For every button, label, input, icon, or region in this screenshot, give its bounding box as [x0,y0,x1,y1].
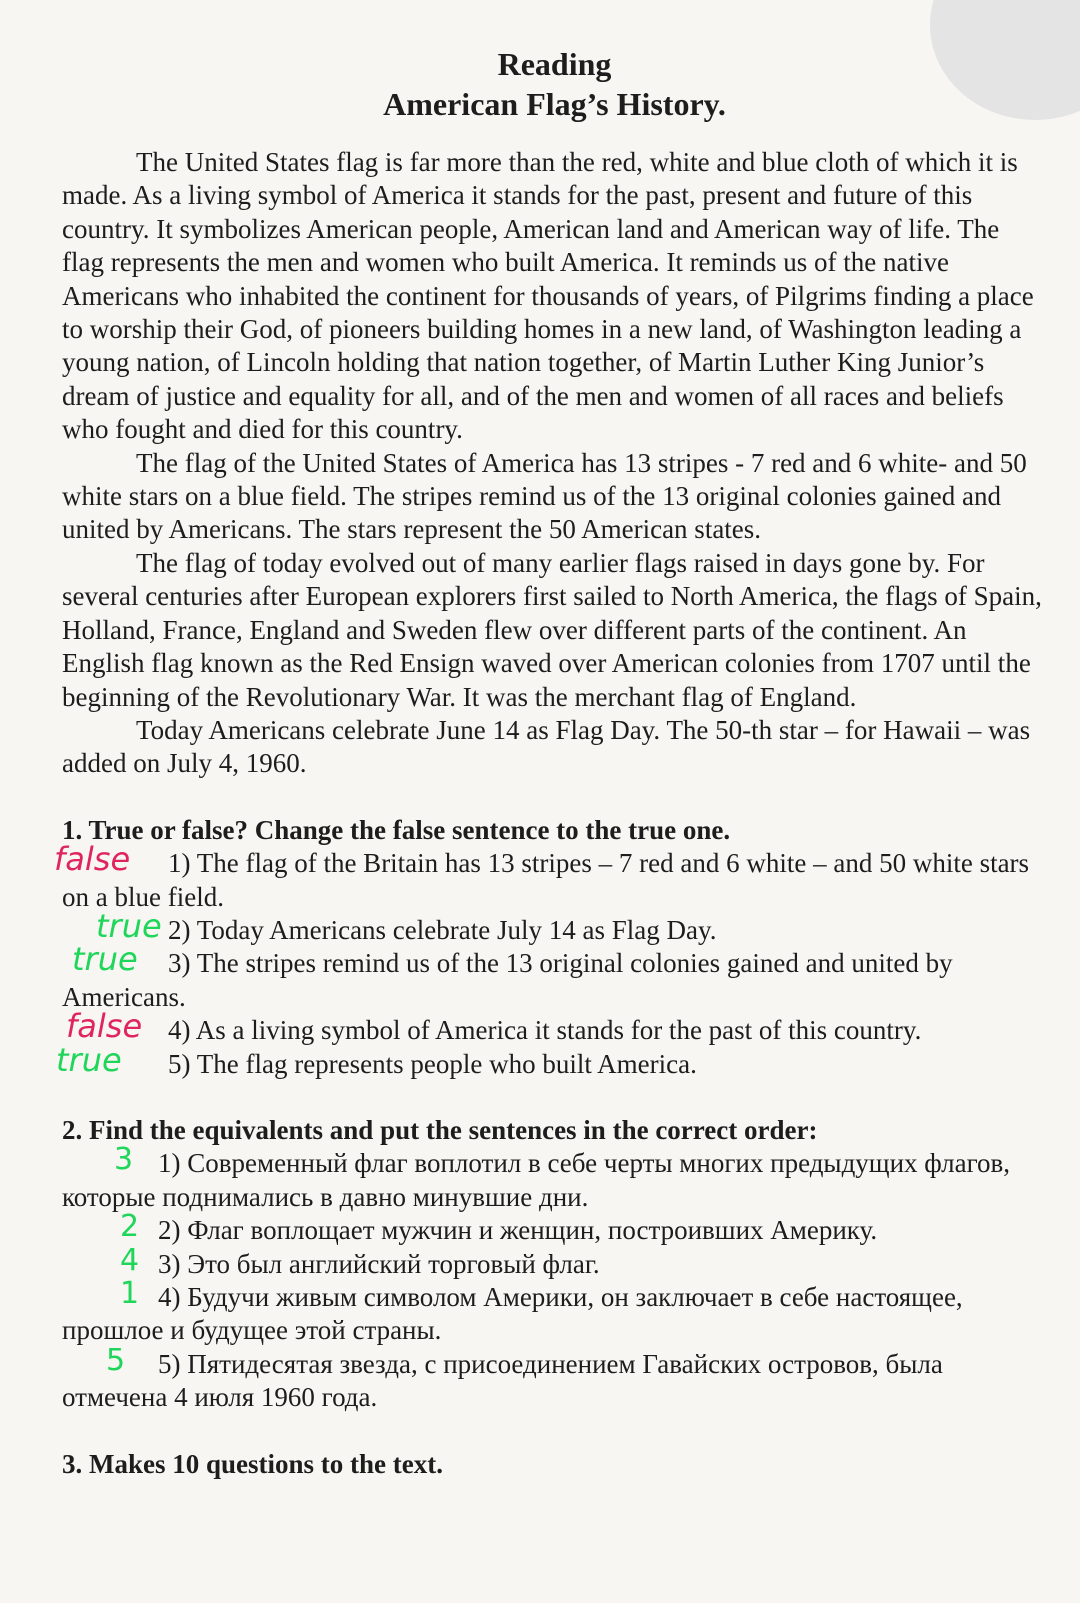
task1-item-2 [62,906,1047,947]
handwritten-answer: true [96,906,162,945]
task1-heading: 1. True or false? Change the false sentence to the true one. [62,814,731,845]
task3-heading: 3. Makes 10 questions to the text. [62,1448,443,1479]
page-title: Reading [497,46,612,82]
task1-item-text: 2) Today Americans celebrate July 14 as Flag Day. [168,914,717,945]
task1-item-4 [62,1007,1047,1047]
task2-heading: 2. Find the equivalents and put the sentences in the correct order: [62,1114,818,1145]
handwritten-answer: true [56,1040,122,1079]
reading-paragraph-1: The United States flag is far more than the red, white and blue cloth of which it is made. As a living symbol of America it stands for the past, present and future of this country. It symbolizes American people, American land and American way of life. The flag represents the men and women who built America. It reminds us of the native Americans who inhabited the continent for thousands of years, of Pilgrims finding a place to worship their God, of pioneers building homes in a new land, of Washington leading a young nation, of Lincoln holding that nation together, of Martin Luther King Junior’s dream of justice and equality for all, and of the men and women of all races and beliefs who fought and died for this country. [62,147,1034,445]
task1-item-text: 5) The flag represents people who built America. [168,1048,697,1079]
task2-item-text: 5) Пятидесятая звезда, с присоединением Гавайских островов, была отмечена 4 июля 1960 года. [62,1348,943,1413]
handwritten-answer: 5 [106,1342,126,1378]
task1-item-3 [62,940,1047,1014]
handwritten-answer: 3 [114,1142,134,1178]
handwritten-answer: false [54,840,131,879]
handwritten-answer: 4 [120,1242,140,1278]
task1-item-text: 3) The stripes remind us of the 13 original colonies gained and united by Americans. [62,948,953,1012]
handwritten-answer: true [72,940,138,979]
reading-paragraph-3: The flag of today evolved out of many earlier flags raised in days gone by. For several centuries after European explorers first sailed to North America, the flags of Spain, Holland, France, England and Sweden flew over different parts of the continent. An English flag known as the Red Ensign waved over American colonies from 1707 until the beginning of the Revolutionary War. It was the merchant flag of England. [62,547,1042,712]
task2-item-text: 1) Современный флаг воплотил в себе черты многих предыдущих флагов, которые поднимались в давно минувшие дни. [62,1148,1010,1212]
task2-item-1 [62,1142,1047,1214]
task1-item-1 [54,840,1047,914]
handwritten-answer: 1 [120,1276,140,1311]
section-gap [62,1081,1047,1114]
task2-item-2 [62,1209,1047,1247]
task1-item-5 [56,1040,1047,1081]
worksheet-page [54,44,1047,1481]
page-subtitle: American Flag’s History. [383,86,726,122]
handwritten-answer: 2 [120,1209,140,1245]
reading-paragraph-4: Today Americans celebrate June 14 as Flag Day. The 50-th star – for Hawaii – was added on July 4, 1960. [62,714,1031,779]
task1-item-text: 1) The flag of the Britain has 13 stripes – 7 red and 6 white – and 50 white stars on a blue field. [62,848,1030,912]
task1-item-text: 4) As a living symbol of America it stands for the past of this country. [168,1015,922,1046]
task2-item-text: 4) Будучи живым символом Америки, он заключает в себе настоящее, прошлое и будущее этой страны. [62,1282,963,1346]
task2-item-text: 2) Флаг воплощает мужчин и женщин, построивших Америку. [158,1215,878,1246]
handwritten-answer: false [66,1007,143,1046]
task2-item-text: 3) Это был английский торговый флаг. [158,1248,600,1279]
task2-item-5 [62,1342,1047,1415]
section-gap [62,1415,1047,1448]
section-gap [62,781,1047,814]
task2-item-3 [62,1242,1047,1281]
reading-paragraph-2: The flag of the United States of America has 13 stripes - 7 red and 6 white- and 50 white stars on a blue field. The stripes remind us of the 13 original colonies gained and united by Americans. The stars represent the 50 American states. [62,447,1027,545]
task2-item-4 [62,1276,1047,1348]
